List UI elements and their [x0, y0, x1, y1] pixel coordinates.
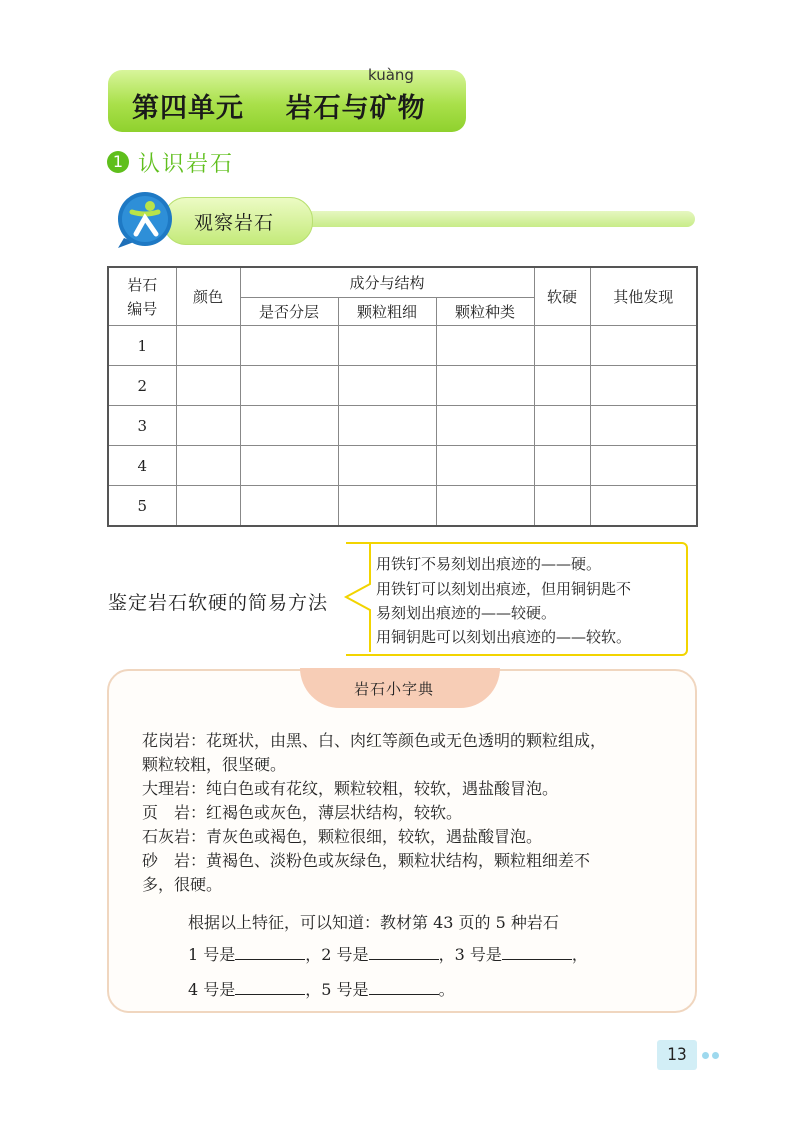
input-cell[interactable]: [590, 366, 697, 406]
method-line: 用铜钥匙可以刻划出痕迹的——较软。: [376, 628, 632, 646]
input-cell[interactable]: [338, 406, 436, 446]
blank-rock-2[interactable]: [369, 945, 439, 960]
dictionary-entry: 花岗岩：花斑状，由黑、白、肉红等颜色或无色透明的颗粒组成，: [142, 731, 607, 750]
input-cell[interactable]: [176, 406, 240, 446]
activity-logo-icon: [114, 190, 176, 250]
subheader-grain-type: 颗粒种类: [436, 298, 534, 326]
input-cell[interactable]: [590, 446, 697, 486]
input-cell[interactable]: [534, 406, 590, 446]
input-cell[interactable]: [240, 326, 338, 366]
header-color: 颜色: [176, 267, 240, 326]
input-cell[interactable]: [436, 446, 534, 486]
input-cell[interactable]: [240, 446, 338, 486]
row-number: 2: [108, 366, 176, 406]
input-cell[interactable]: [534, 486, 590, 527]
input-cell[interactable]: [436, 406, 534, 446]
input-cell[interactable]: [338, 366, 436, 406]
unit-title: 第四单元 岩石与矿物: [132, 93, 426, 124]
decor-dot: [712, 1052, 719, 1059]
input-cell[interactable]: [534, 446, 590, 486]
input-cell[interactable]: [590, 486, 697, 527]
input-cell[interactable]: [240, 366, 338, 406]
lesson-number-badge: 1: [107, 151, 129, 173]
input-cell[interactable]: [436, 366, 534, 406]
row-number: 1: [108, 326, 176, 366]
header-hardness: 软硬: [534, 267, 590, 326]
header-other: 其他发现: [590, 267, 697, 326]
input-cell[interactable]: [534, 366, 590, 406]
header-rock-number: 岩石编号: [108, 267, 176, 326]
subheader-grain-size: 颗粒粗细: [338, 298, 436, 326]
input-cell[interactable]: [176, 326, 240, 366]
dictionary-title: 岩石小字典: [354, 680, 435, 698]
input-cell[interactable]: [176, 486, 240, 527]
dictionary-entry: 砂 岩：黄褐色、淡粉色或灰绿色，颗粒状结构，颗粒粗细差不: [142, 851, 591, 870]
table-row: [108, 406, 697, 446]
page-number: 13: [657, 1040, 697, 1070]
blank-rock-1[interactable]: [235, 945, 305, 960]
lesson-title: 认识岩石: [138, 152, 235, 177]
table-row: [108, 446, 697, 486]
dictionary-entry: 页 岩：红褐色或灰色，薄层状结构，较软。: [142, 803, 463, 822]
input-cell[interactable]: [534, 326, 590, 366]
input-cell[interactable]: [590, 326, 697, 366]
method-line: 用铁钉可以刻划出痕迹，但用铜钥匙不: [376, 580, 632, 598]
input-cell[interactable]: [436, 486, 534, 527]
row-number: 3: [108, 406, 176, 446]
dictionary-entry: 颗粒较粗，很坚硬。: [142, 755, 287, 774]
fill-blanks-line-1: 1 号是 ，2 号是 ，3 号是 ，: [188, 945, 588, 964]
dictionary-entry: 多，很硬。: [142, 875, 223, 894]
dictionary-entry: 大理岩：纯白色或有花纹，颗粒较粗，较软，遇盐酸冒泡。: [142, 779, 559, 798]
fill-intro: 根据以上特征，可以知道：教材第 43 页的 5 种岩石: [188, 913, 559, 932]
input-cell[interactable]: [240, 406, 338, 446]
input-cell[interactable]: [436, 326, 534, 366]
hardness-method-label: 鉴定岩石软硬的简易方法: [108, 592, 329, 614]
method-line: 用铁钉不易刻划出痕迹的——硬。: [376, 555, 602, 573]
section-title: 观察岩石: [194, 212, 275, 234]
observation-table: [107, 266, 698, 527]
brace-bracket: [340, 540, 380, 654]
blank-rock-3[interactable]: [502, 945, 572, 960]
fill-blanks-line-2: 4 号是 ，5 号是 。: [188, 980, 455, 999]
pinyin-annotation: kuàng: [368, 66, 414, 84]
blank-rock-5[interactable]: [369, 980, 439, 995]
table-row: [108, 366, 697, 406]
input-cell[interactable]: [338, 326, 436, 366]
method-line: 易刻划出痕迹的——较硬。: [376, 604, 557, 622]
input-cell[interactable]: [176, 446, 240, 486]
dictionary-entry: 石灰岩：青灰色或褐色，颗粒很细，较软，遇盐酸冒泡。: [142, 827, 543, 846]
row-number: 4: [108, 446, 176, 486]
subheader-layered: 是否分层: [240, 298, 338, 326]
input-cell[interactable]: [338, 446, 436, 486]
input-cell[interactable]: [338, 486, 436, 527]
decor-dot: [702, 1052, 709, 1059]
table-row: [108, 326, 697, 366]
section-divider-bar: [300, 211, 695, 227]
input-cell[interactable]: [240, 486, 338, 527]
input-cell[interactable]: [176, 366, 240, 406]
table-row: [108, 486, 697, 527]
input-cell[interactable]: [590, 406, 697, 446]
header-composition: 成分与结构: [240, 267, 534, 298]
blank-rock-4[interactable]: [235, 980, 305, 995]
row-number: 5: [108, 486, 176, 527]
